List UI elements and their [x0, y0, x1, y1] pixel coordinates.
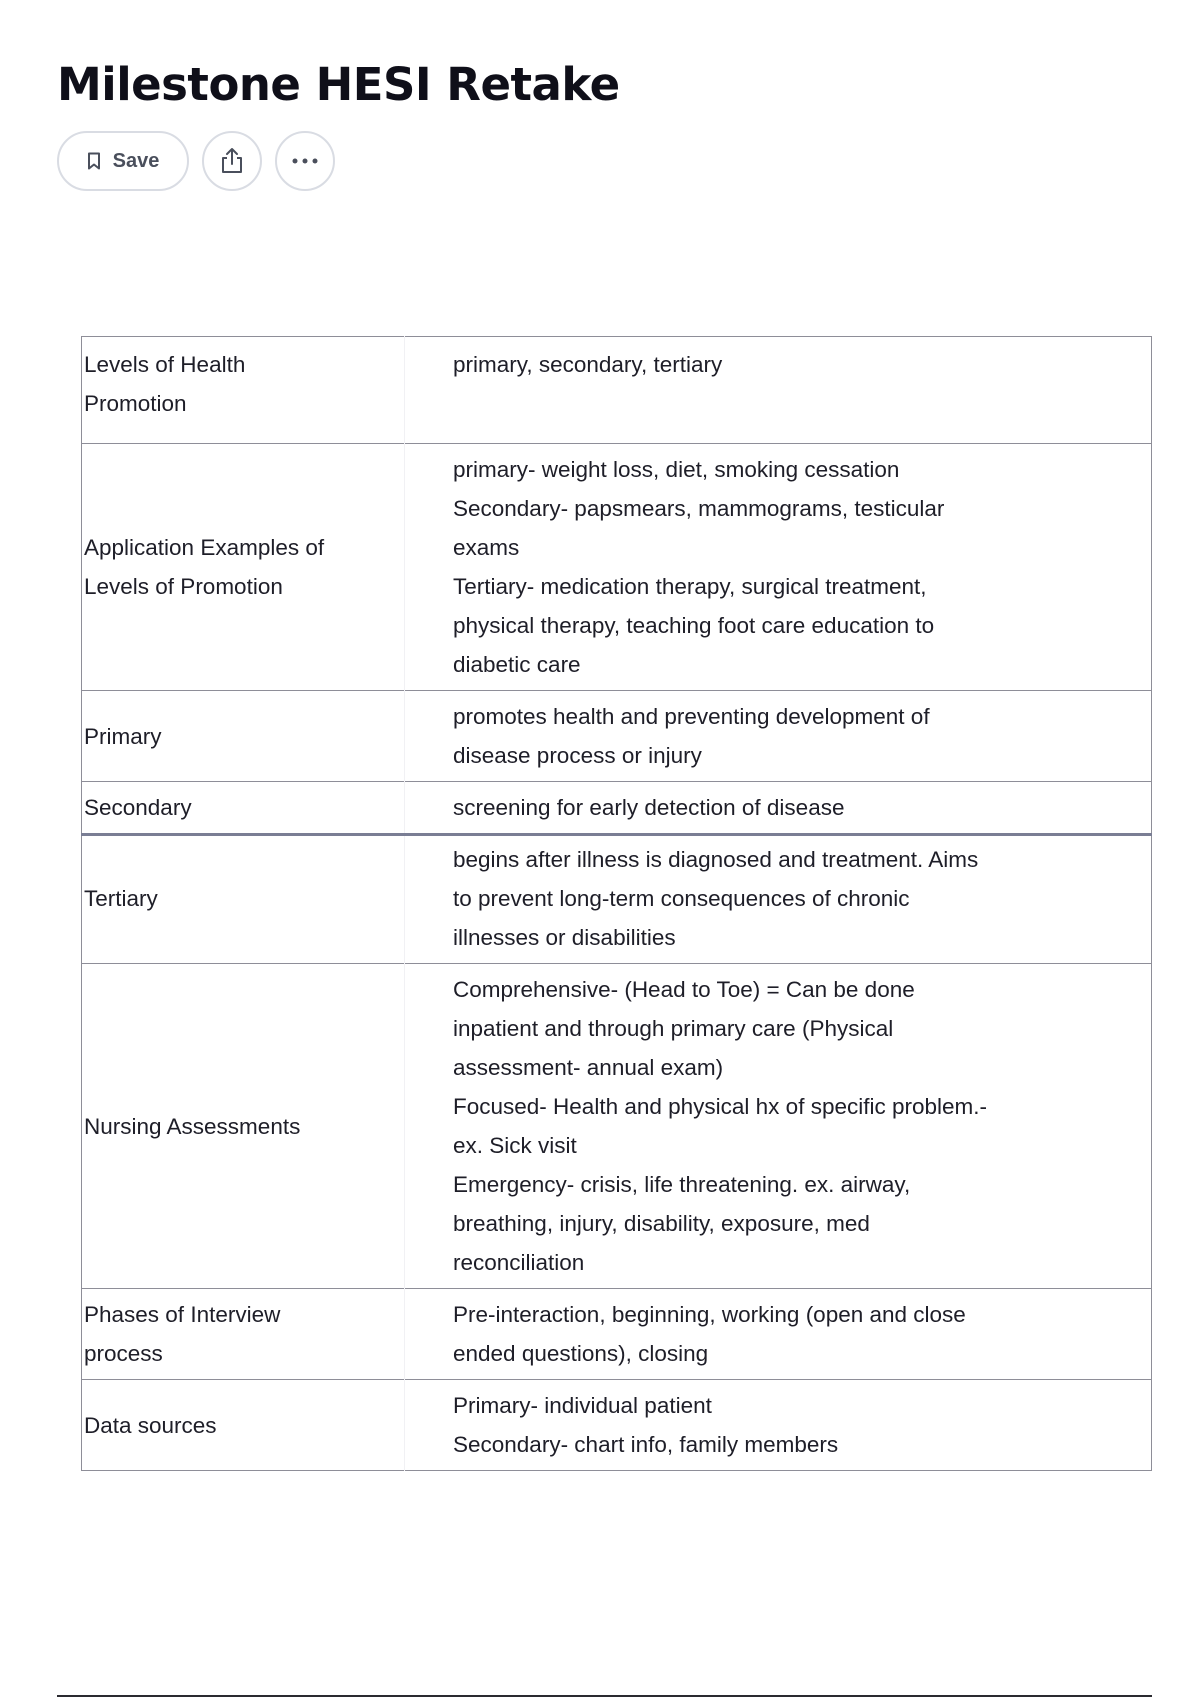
definition-line: Tertiary- medication therapy, surgical treatment, [453, 574, 927, 599]
definition-line: reconciliation [453, 1250, 585, 1275]
table-row [82, 691, 1152, 782]
save-label: Save [112, 149, 160, 172]
definition-cell [405, 1380, 1152, 1471]
definition-line: Emergency- crisis, life threatening. ex. airway, [453, 1172, 911, 1197]
save-button[interactable] [57, 131, 189, 191]
term-cell [82, 782, 405, 835]
definition-cell [405, 1289, 1152, 1380]
definition-line: disease process or injury [453, 743, 702, 768]
more-options-button[interactable] [275, 131, 335, 191]
definition-cell [405, 835, 1152, 964]
definition-line: Comprehensive- (Head to Toe) = Can be done [453, 977, 915, 1002]
definition-line: exams [453, 535, 520, 560]
definition-line: primary- weight loss, diet, smoking cessation [453, 457, 900, 482]
term-cell [82, 691, 405, 782]
definition-line: diabetic care [453, 652, 581, 677]
table-row [82, 1380, 1152, 1471]
definition-cell [405, 691, 1152, 782]
term-line: Nursing Assessments [84, 1113, 301, 1139]
term-line: Levels of Health [84, 352, 246, 377]
term-line: Tertiary [84, 886, 158, 911]
definition-line: assessment- annual exam) [453, 1055, 724, 1080]
definition-line: begins after illness is diagnosed and treatment. Aims [453, 847, 979, 872]
term-line: Promotion [84, 391, 187, 416]
definition-line: ex. Sick visit [453, 1133, 577, 1158]
definition-line: Focused- Health and physical hx of specific problem.- [453, 1094, 988, 1119]
definition-cell [405, 964, 1152, 1289]
table-row [82, 835, 1152, 964]
definition-cell [405, 782, 1152, 835]
term-line: Secondary [84, 795, 192, 820]
term-cell [82, 1380, 405, 1471]
definition-line: to prevent long-term consequences of chronic [453, 886, 910, 911]
table-row [82, 337, 1152, 444]
definition-line: physical therapy, teaching foot care education to [453, 613, 935, 638]
term-cell [82, 1289, 405, 1380]
more-icon [291, 157, 319, 165]
definition-cell [405, 337, 1152, 444]
term-cell [82, 444, 405, 691]
definition-line: promotes health and preventing development of [453, 704, 930, 729]
term-cell [82, 835, 405, 964]
definition-line: Secondary- chart info, family members [453, 1432, 839, 1457]
table-row [82, 1289, 1152, 1380]
definition-line: Pre-interaction, beginning, working (open and close [453, 1302, 966, 1327]
table-row [82, 782, 1152, 835]
page-title: Milestone HESI Retake [57, 58, 620, 111]
definition-line: screening for early detection of disease [453, 795, 845, 820]
table-row [82, 964, 1152, 1289]
definition-line: ended questions), closing [453, 1341, 709, 1366]
notes-table [81, 336, 1152, 1471]
action-bar [57, 131, 335, 191]
definition-line: Secondary- papsmears, mammograms, testicular [453, 496, 945, 521]
definition-line: breathing, injury, disability, exposure, med [453, 1211, 870, 1236]
definition-line: Primary- individual patient [453, 1393, 712, 1418]
share-button[interactable] [202, 131, 262, 191]
bookmark-icon [87, 152, 101, 170]
table-row [82, 444, 1152, 691]
term-line: process [84, 1341, 163, 1366]
share-icon [219, 147, 245, 175]
term-cell [82, 964, 405, 1289]
bottom-divider [57, 1695, 1152, 1697]
notes-table-container [81, 336, 1152, 1471]
term-line: Primary [84, 723, 162, 749]
term-line: Application Examples of [84, 535, 325, 560]
term-line: Phases of Interview [84, 1302, 281, 1327]
definition-cell [405, 444, 1152, 691]
term-cell [82, 337, 405, 444]
definition-line: illnesses or disabilities [453, 925, 676, 950]
term-line: Data sources [84, 1412, 217, 1438]
term-line: Levels of Promotion [84, 574, 283, 599]
definition-line: inpatient and through primary care (Physical [453, 1016, 894, 1041]
definition-line: primary, secondary, tertiary [453, 352, 723, 377]
